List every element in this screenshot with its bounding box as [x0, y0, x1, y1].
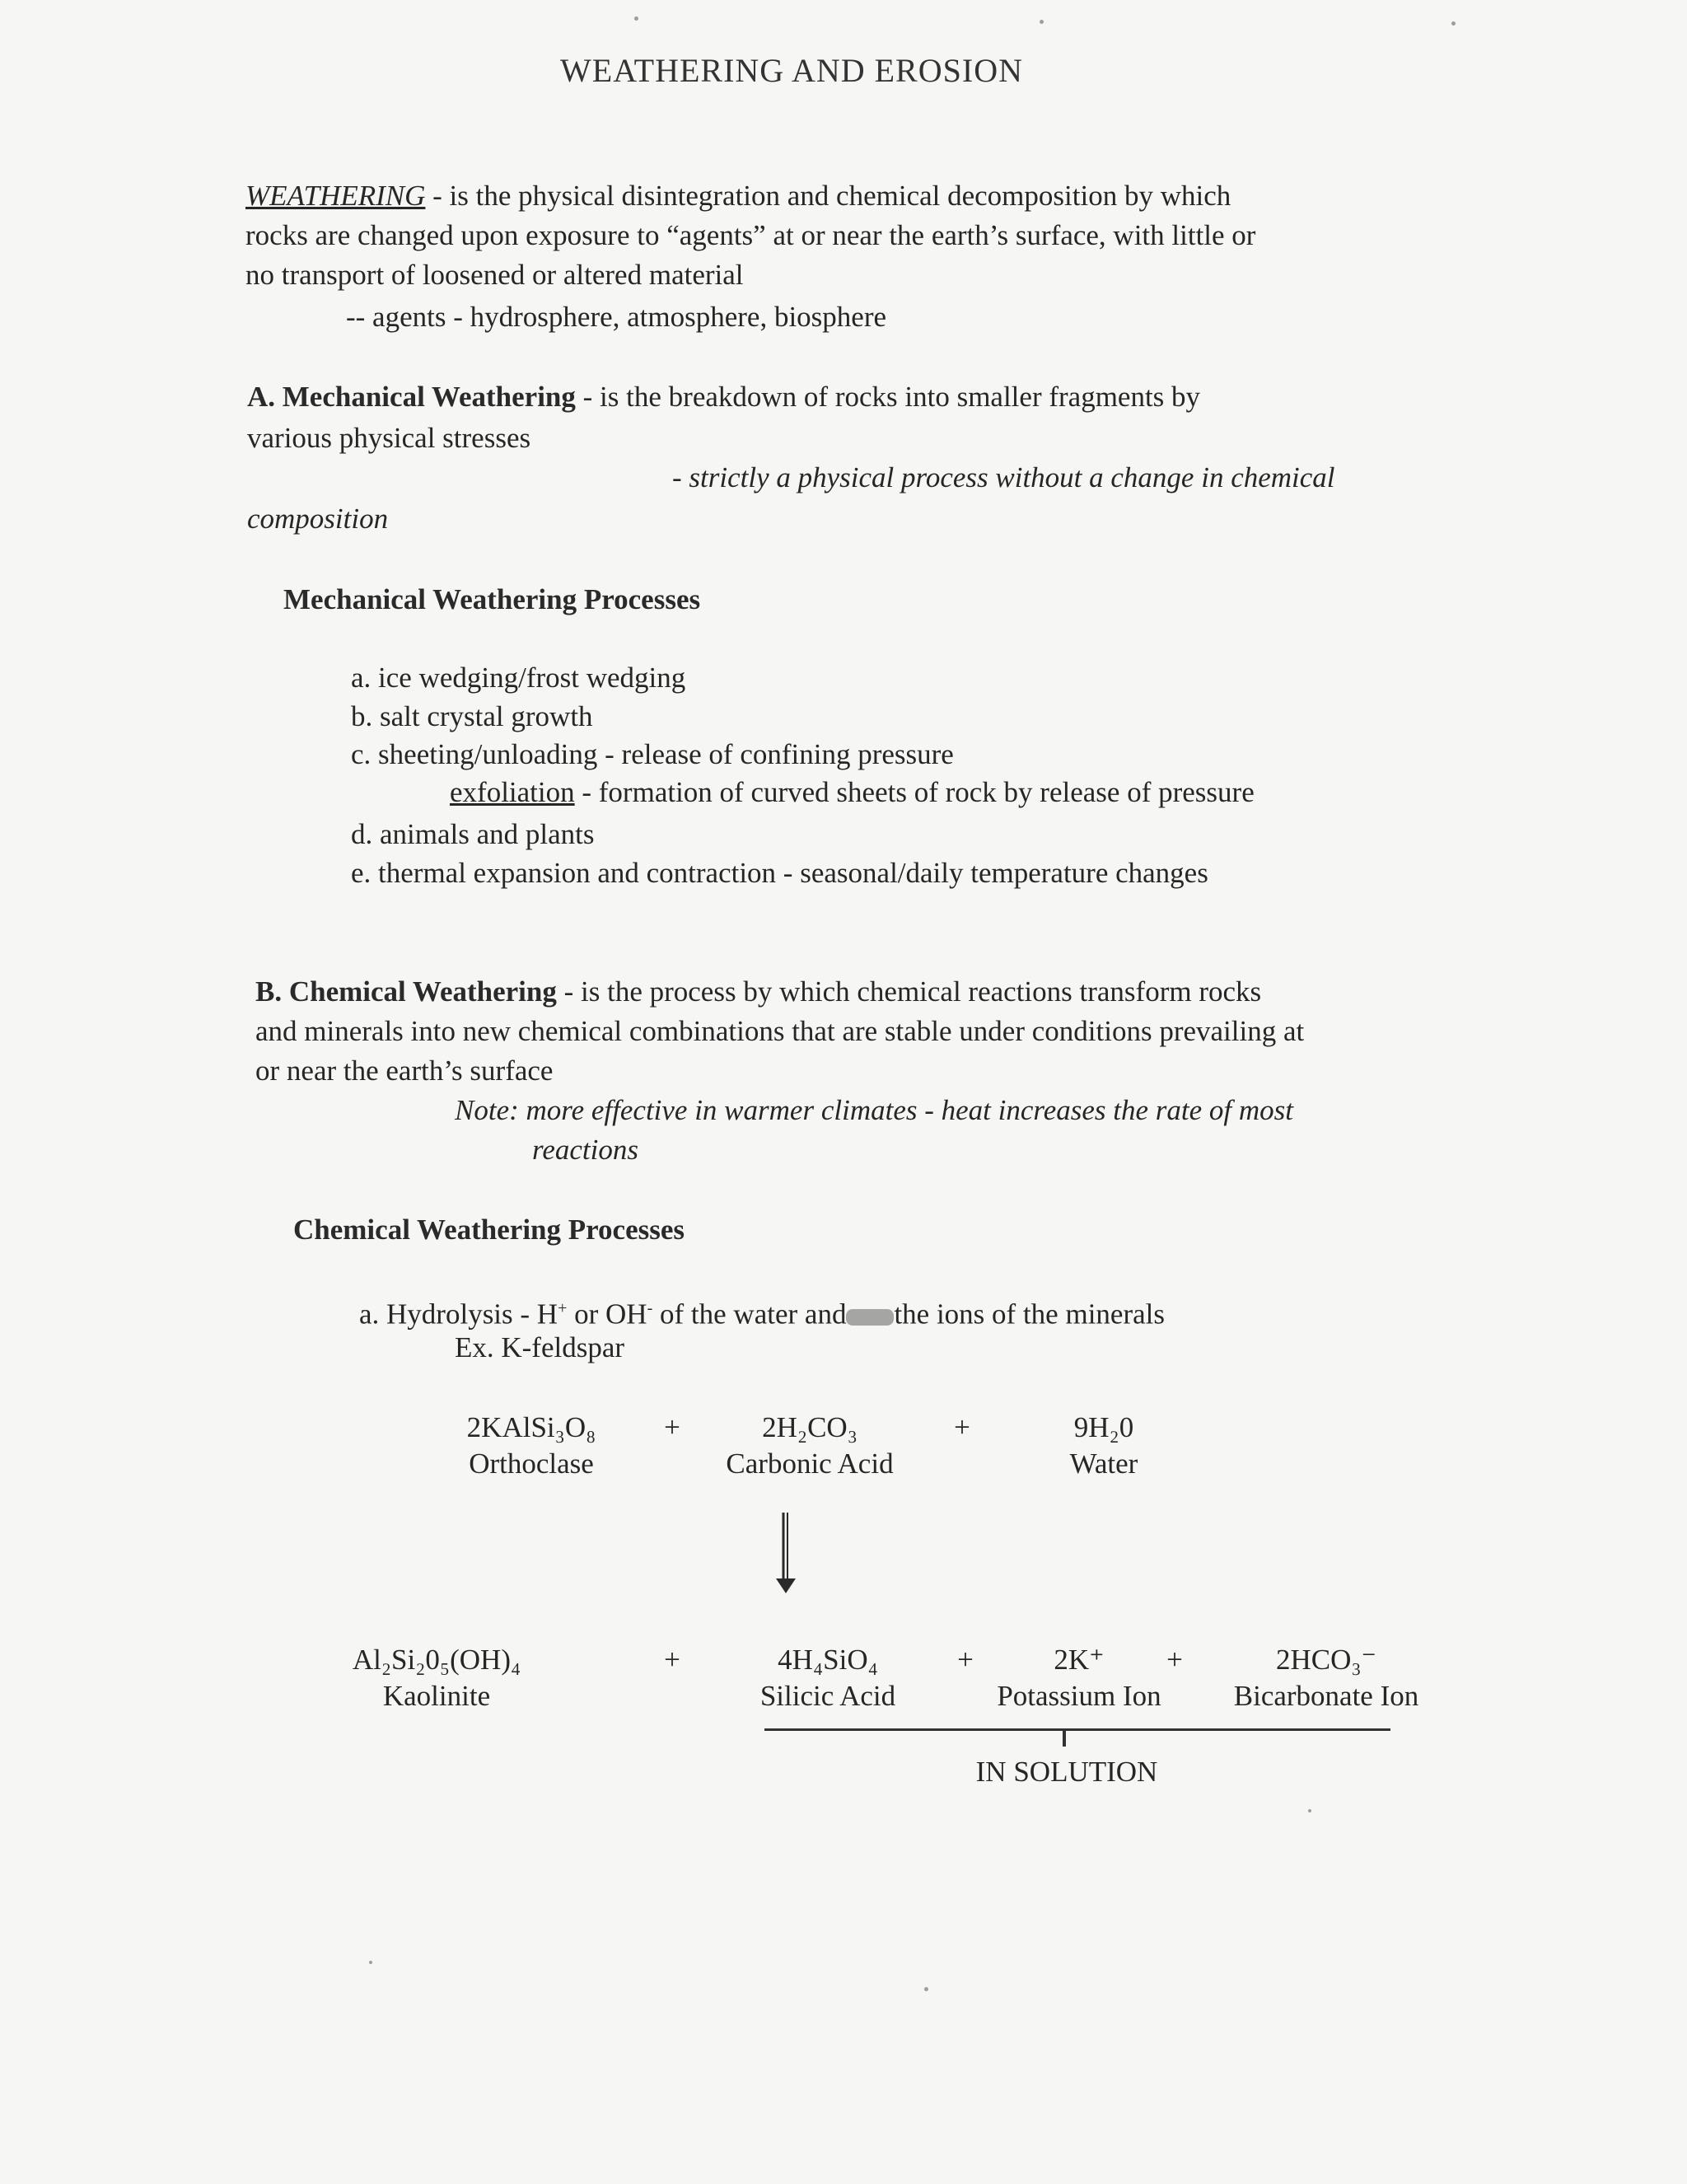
exfoliation-line	[450, 773, 1255, 812]
mechanical-note-2: composition	[247, 503, 389, 535]
chemical-heading: B. Chemical Weathering	[255, 975, 557, 1008]
plus-sign: +	[957, 1644, 974, 1676]
reactant-orthoclase-formula: 2KAlSi₃O₈	[466, 1411, 596, 1443]
scan-speck	[1451, 21, 1456, 26]
hydrolysis-b: or OH	[567, 1298, 647, 1331]
ink-smudge	[846, 1309, 894, 1326]
weathering-def-1: - is the physical disintegration and chemical decomposition by which	[425, 180, 1231, 212]
hydrolysis-c: of the water and	[652, 1298, 847, 1331]
product-potassium-ion-name: Potassium Ion	[997, 1680, 1161, 1712]
in-solution-bracket-tick	[1063, 1728, 1066, 1747]
reactant-water-name: Water	[1069, 1447, 1138, 1480]
reactant-water-formula: 9H₂0	[1073, 1411, 1134, 1443]
hydrolysis-example: Ex. K-feldspar	[455, 1331, 625, 1363]
scan-speck	[924, 1987, 928, 1991]
reactant-carbonic-acid-formula: 2H₂CO₃	[762, 1411, 858, 1443]
weathering-agents: -- agents - hydrosphere, atmosphere, biosphere	[346, 301, 887, 333]
scan-speck	[1308, 1809, 1311, 1812]
chemical-note-2: reactions	[532, 1134, 638, 1166]
in-solution-bracket-line	[764, 1728, 1390, 1731]
product-bicarbonate-ion-name: Bicarbonate Ion	[1233, 1680, 1419, 1712]
chemical-note-1: Note: more effective in warmer climates - heat increases the rate of most	[455, 1094, 1294, 1126]
mechanical-item-b: b. salt crystal growth	[351, 700, 593, 732]
mechanical-note-1: - strictly a physical process without a change in chemical	[672, 461, 1335, 493]
page-title: WEATHERING AND EROSION	[560, 52, 1023, 89]
reactant-orthoclase-name: Orthoclase	[469, 1447, 594, 1480]
scan-speck	[369, 1961, 372, 1964]
product-kaolinite-name: Kaolinite	[382, 1680, 491, 1712]
weathering-line-1	[245, 176, 1231, 216]
mechanical-item-c: c. sheeting/unloading - release of confining pressure	[351, 738, 954, 770]
weathering-line-2: rocks are changed upon exposure to “agents” at or near the earth’s surface, with little or	[245, 219, 1256, 251]
exfoliation-term: exfoliation	[450, 776, 575, 808]
mechanical-line-2: various physical stresses	[247, 422, 531, 454]
plus-sign: +	[954, 1411, 970, 1443]
hydrolysis-line: a. Hydrolysis - H+ or OH- of the water and the ions of the minerals	[359, 1298, 1165, 1331]
plus-sign: +	[1166, 1644, 1183, 1676]
reaction-arrow-icon	[771, 1509, 801, 1597]
mechanical-heading: A. Mechanical Weathering	[247, 381, 576, 413]
scan-speck	[1040, 20, 1044, 24]
mechanical-def-1: - is the breakdown of rocks into smaller fragments by	[575, 381, 1201, 413]
mechanical-item-e: e. thermal expansion and contraction - seasonal/daily temperature changes	[351, 857, 1208, 889]
hydrolysis-a: a. Hydrolysis - H	[359, 1298, 558, 1331]
weathering-line-3: no transport of loosened or altered material	[245, 259, 744, 291]
hydrolysis-d: the ions of the minerals	[894, 1298, 1165, 1331]
in-solution-label: IN SOLUTION	[975, 1756, 1158, 1788]
mechanical-item-d: d. animals and plants	[351, 818, 595, 850]
product-bicarbonate-ion-formula: 2HCO₃⁻	[1275, 1644, 1377, 1676]
mechanical-line-1	[247, 377, 1200, 417]
chemical-def-1: - is the process by which chemical reactions transform rocks	[556, 975, 1262, 1008]
chemical-processes-heading: Chemical Weathering Processes	[293, 1214, 685, 1246]
reactant-carbonic-acid-name: Carbonic Acid	[726, 1447, 894, 1480]
product-kaolinite-formula: Al₂Si₂0₅(OH)₄	[352, 1644, 521, 1676]
product-potassium-ion-formula: 2K⁺	[1054, 1644, 1105, 1676]
chemical-line-3: or near the earth’s surface	[255, 1055, 554, 1087]
weathering-term: WEATHERING	[245, 180, 426, 212]
chemical-line-2: and minerals into new chemical combinations that are stable under conditions prevailing at	[255, 1015, 1305, 1047]
product-silicic-acid-name: Silicic Acid	[759, 1680, 896, 1712]
mechanical-item-a: a. ice wedging/frost wedging	[351, 662, 686, 694]
plus-sign: +	[664, 1411, 680, 1443]
exfoliation-desc: - formation of curved sheets of rock by release of pressure	[574, 776, 1255, 808]
scan-speck	[634, 16, 638, 21]
chemical-line-1	[255, 972, 1261, 1012]
plus-sign: +	[664, 1644, 680, 1676]
product-silicic-acid-formula: 4H₄SiO₄	[778, 1644, 878, 1676]
mechanical-processes-heading: Mechanical Weathering Processes	[283, 583, 701, 615]
